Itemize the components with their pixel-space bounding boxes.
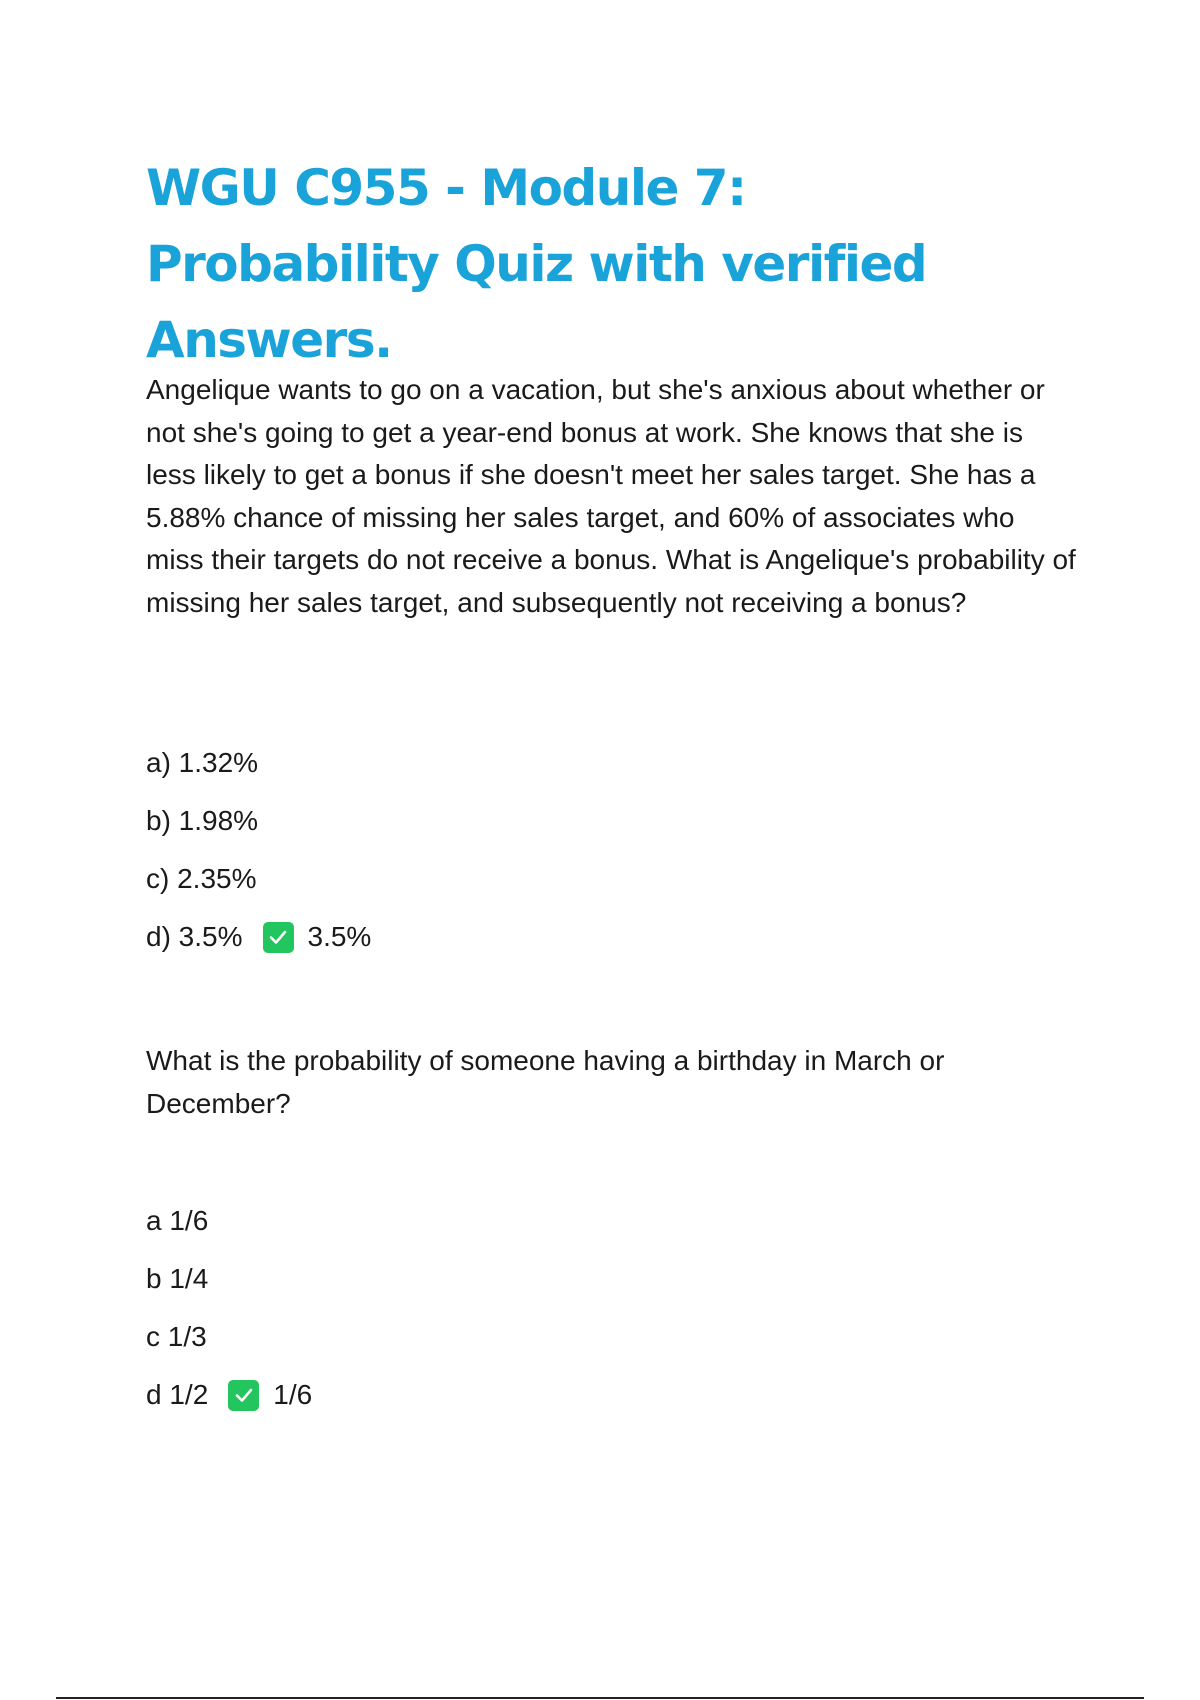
option-label: a) 1.32%	[146, 747, 259, 778]
answer-text: 3.5%	[307, 921, 372, 952]
question-2-option-d	[146, 1375, 312, 1415]
footer-divider	[56, 1697, 1144, 1699]
option-label: c 1/3	[146, 1321, 207, 1352]
option-label: d 1/2	[146, 1379, 209, 1410]
option-label: c) 2.35%	[146, 863, 257, 894]
check-mark-icon	[267, 926, 289, 948]
question-1-text: Angelique wants to go on a vacation, but she's anxious about whether or not she's going to get a year-end bonus at work. She knows that she is less likely to get a bonus if she doesn't meet her sales target. She has a 5.88% chance of missing her sales target, and 60% of associates who miss their targets do not receive a bonus. What is Angelique's probability of missing her sales target, and subsequently not receiving a bonus?	[146, 374, 1076, 618]
check-mark-icon	[233, 1384, 255, 1406]
question-1-option-c	[146, 859, 371, 899]
question-1-options	[146, 743, 371, 975]
question-1-option-b	[146, 801, 371, 841]
option-label: b) 1.98%	[146, 805, 259, 836]
question-2-option-b	[146, 1259, 312, 1299]
question-2-options	[146, 1201, 312, 1433]
question-2-option-a	[146, 1201, 312, 1241]
question-2-text: What is the probability of someone having a birthday in March or December?	[146, 1045, 945, 1119]
option-label: d) 3.5%	[146, 921, 243, 952]
question-1-option-d	[146, 917, 371, 957]
question-2-option-c	[146, 1317, 312, 1357]
document-title: WGU C955 - Module 7: Probability Quiz with verified Answers.	[146, 159, 927, 369]
check-box-icon	[263, 922, 294, 953]
question-1-option-a	[146, 743, 371, 783]
check-box-icon	[228, 1380, 259, 1411]
answer-text: 1/6	[273, 1379, 313, 1410]
option-label: a 1/6	[146, 1205, 209, 1236]
option-label: b 1/4	[146, 1263, 209, 1294]
